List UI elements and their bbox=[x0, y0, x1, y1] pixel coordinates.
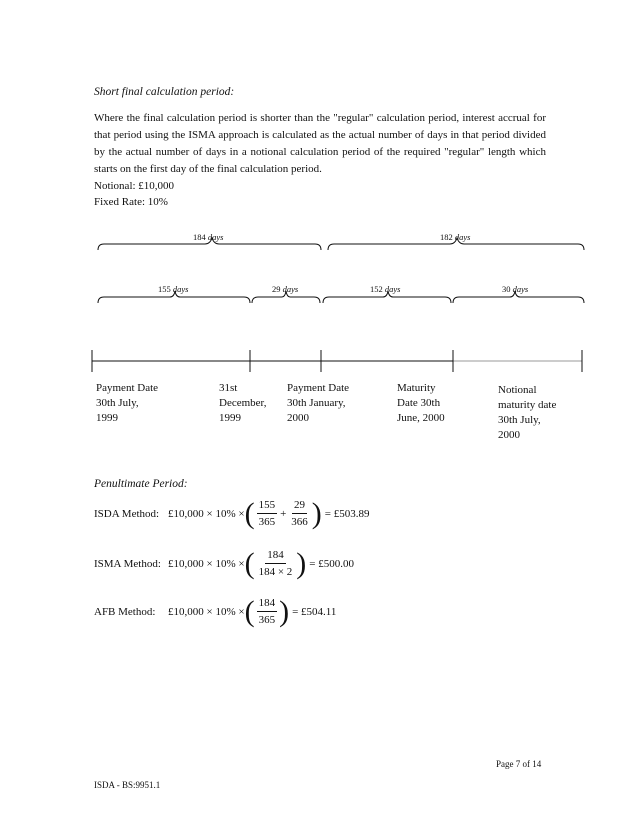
formula-isma-prefix: £10,000 × 10% × bbox=[168, 557, 245, 570]
formula-afb-result: = £504.11 bbox=[292, 605, 337, 618]
formula-isma-result: = £500.00 bbox=[309, 557, 355, 570]
formula-isda-result: = £503.89 bbox=[324, 507, 370, 520]
date-label-30-july-1999: Payment Date 30th July, 1999 bbox=[96, 382, 159, 424]
date-label-31-dec-1999: 31st December, 1999 bbox=[219, 382, 267, 424]
section-heading-short-final: Short final calculation period: bbox=[94, 86, 235, 98]
formula-isda-label: ISDA Method: bbox=[94, 507, 160, 520]
date-label-30-june-2000: Maturity Date 30th June, 2000 bbox=[397, 382, 445, 424]
page-number: Page 7 of 14 bbox=[496, 759, 542, 769]
formula-afb: AFB Method: £10,000 × 10% × ( $\frac{184}{365}$ ) = £504.11 bbox=[94, 594, 337, 628]
formula-isma-label: ISMA Method: bbox=[94, 557, 161, 570]
formula-isda: ISDA Method: £10,000 × 10% × ( $\frac{155}{365}$ + $\frac{29}{366}$ ) = £503.89 bbox=[94, 496, 370, 530]
section-heading-penultimate: Penultimate Period: bbox=[94, 478, 188, 490]
span-label-155: 155 days bbox=[158, 284, 189, 294]
notional-amount: Notional: £10,000 bbox=[94, 180, 175, 192]
formula-afb-prefix: £10,000 × 10% × bbox=[168, 605, 245, 618]
span-label-30: 30 days bbox=[502, 284, 529, 294]
description-paragraph: Where the final calculation period is shorter than the "regular" calculation period, interest accrual for that period using the ISMA approach is calculated as the actual number of days in that period divided by the actual number of days in a notional calculation period of the required "regular" length which starts on the first day of the final calculation period. bbox=[94, 112, 546, 175]
date-label-30-jan-2000: Payment Date 30th January, 2000 bbox=[287, 382, 350, 424]
span-label-29: 29 days bbox=[272, 284, 299, 294]
formula-afb-label: AFB Method: bbox=[94, 605, 156, 618]
span-label-182: 182 days bbox=[440, 232, 471, 242]
span-label-152: 152 days bbox=[370, 284, 401, 294]
document-footer-id: ISDA - BS:9951.1 bbox=[94, 780, 161, 790]
formula-isma: ISMA Method: £10,000 × 10% × ( $\frac{184}{184 \times 2}$ ) = £500.00 bbox=[94, 546, 355, 580]
timeline-diagram bbox=[0, 0, 638, 400]
formula-isda-prefix: £10,000 × 10% × bbox=[168, 507, 245, 520]
date-label-30-july-2000: Notional maturity date 30th July, 2000 bbox=[498, 384, 557, 441]
fixed-rate: Fixed Rate: 10% bbox=[94, 196, 168, 208]
span-label-184: 184 days bbox=[193, 232, 224, 242]
